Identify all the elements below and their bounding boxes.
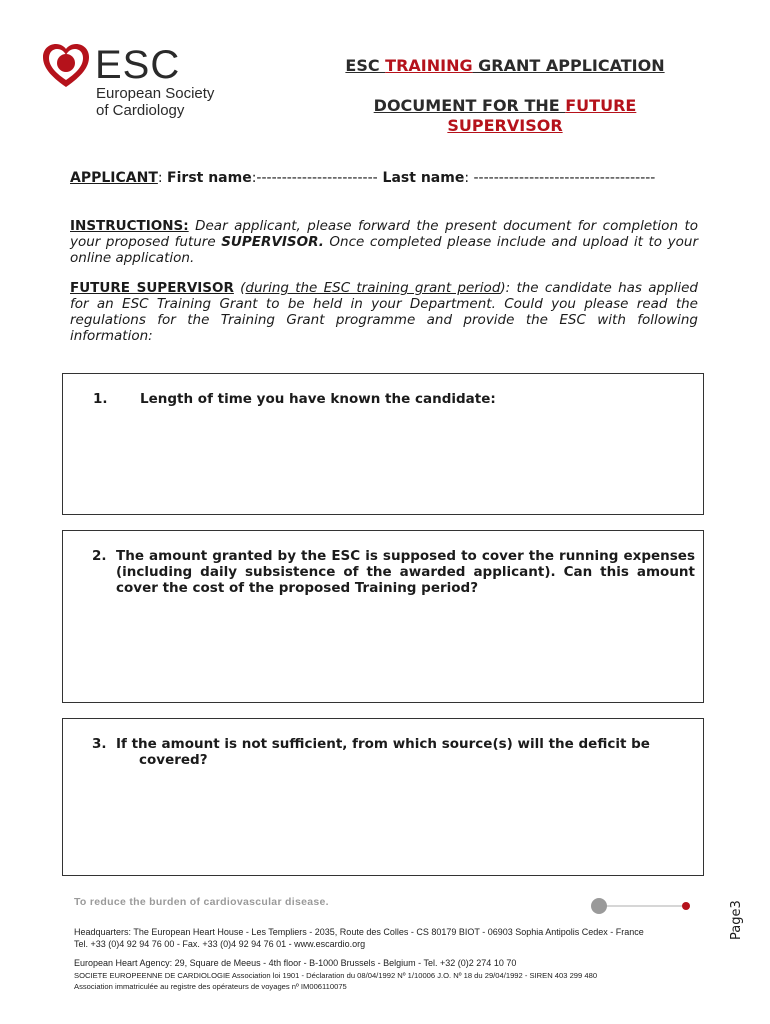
supervisor-label: FUTURE SUPERVISOR	[70, 280, 234, 296]
supervisor-period: during the ESC training grant period	[245, 280, 501, 296]
title-part-3: GRANT APPLICATION	[472, 56, 665, 75]
question-3-text: If the amount is not sufficient, from which source(s) will the deficit be	[116, 736, 650, 752]
document-subtitle-line-2	[300, 116, 710, 135]
page-title	[300, 56, 710, 75]
logo-line-1: European Society	[96, 85, 215, 102]
footer-headquarters: Headquarters: The European Heart House - Les Templiers - 2035, Route des Colles - CS 80179 BIOT - 06903 Sophia Antipolis Cedex - France	[74, 927, 644, 937]
footer-tagline: To reduce the burden of cardiovascular disease.	[74, 896, 329, 908]
logo-line-2: of Cardiology	[96, 102, 185, 119]
document-subtitle	[300, 96, 710, 115]
page-number	[722, 900, 752, 940]
question-1-number: 1.	[93, 391, 108, 407]
subtitle-part-2: FUTURE	[565, 96, 637, 115]
supervisor-text: : the candidate has applied for an ESC Training Grant to be held in your Department. Could you please read the regulations for the Training Grant programme and provide the ESC with following information:	[70, 280, 698, 344]
supervisor-paragraph: FUTURE SUPERVISOR (during the ESC training grant period): the candidate has applied for an ESC Training Grant to be held in your Department. Could you please read the regulations for the Training Grant programme and provide the ESC with following information:	[70, 280, 698, 344]
question-2-text: The amount granted by the ESC is supposed to cover the running expenses (including daily subsistence of the awarded applicant). Can this amount cover the cost of the proposed Training period?	[116, 548, 695, 596]
footer-legal-1: SOCIETE EUROPEENNE DE CARDIOLOGIE Association loi 1901 - Déclaration du 08/04/1992 Nº 1/10006 J.O. Nº 18 du 29/04/1992 - SIREN 403 299 480	[74, 971, 598, 980]
esc-logo	[40, 40, 240, 120]
svg-text:Page3: Page3	[729, 900, 744, 940]
question-box-2[interactable]	[62, 530, 704, 703]
instructions-bold: SUPERVISOR.	[221, 234, 324, 250]
footer-contact[interactable]: Tel. +33 (0)4 92 94 76 00 - Fax. +33 (0)4 92 94 76 01 - www.escardio.org	[74, 939, 366, 949]
instructions-text-1: Dear applicant, please forward the present document for completion to your proposed future	[70, 218, 698, 250]
question-3-text-line-2: covered?	[139, 752, 208, 768]
subtitle-part-3: SUPERVISOR	[447, 116, 563, 135]
question-1-text: Length of time you have known the candidate:	[140, 391, 496, 407]
subtitle-part-1: DOCUMENT FOR THE	[373, 96, 566, 115]
footer-progress-line-icon	[586, 896, 692, 916]
title-part-2: TRAINING	[385, 56, 473, 75]
last-name-field[interactable]: : ------------------------------------	[464, 170, 656, 186]
footer-agency: European Heart Agency: 29, Square de Meeus - 4th floor - B-1000 Brussels - Belgium - Tel. +32 (0)2 274 10 70	[74, 958, 517, 968]
instructions-paragraph	[70, 218, 698, 266]
last-name-label: Last name	[377, 170, 465, 186]
applicant-line	[70, 170, 698, 186]
title-part-1: ESC	[345, 56, 386, 75]
instructions-label: INSTRUCTIONS:	[70, 218, 189, 234]
question-3-number: 3.	[92, 736, 107, 752]
instructions-text-2: Once completed please include and upload it to your online application.	[70, 234, 698, 266]
applicant-label: APPLICANT	[70, 170, 158, 186]
heart-logo-icon	[40, 40, 92, 92]
logo-name: ESC	[95, 43, 181, 87]
first-name-label: First name	[167, 170, 252, 186]
question-2-number: 2.	[92, 548, 107, 564]
question-box-1[interactable]	[62, 373, 704, 515]
footer-legal-2: Association immatriculée au registre des opérateurs de voyages nº IM006110075	[74, 982, 347, 991]
applicant-sep: :	[157, 170, 168, 186]
question-box-3[interactable]	[62, 718, 704, 876]
first-name-field[interactable]: :------------------------	[251, 170, 378, 186]
